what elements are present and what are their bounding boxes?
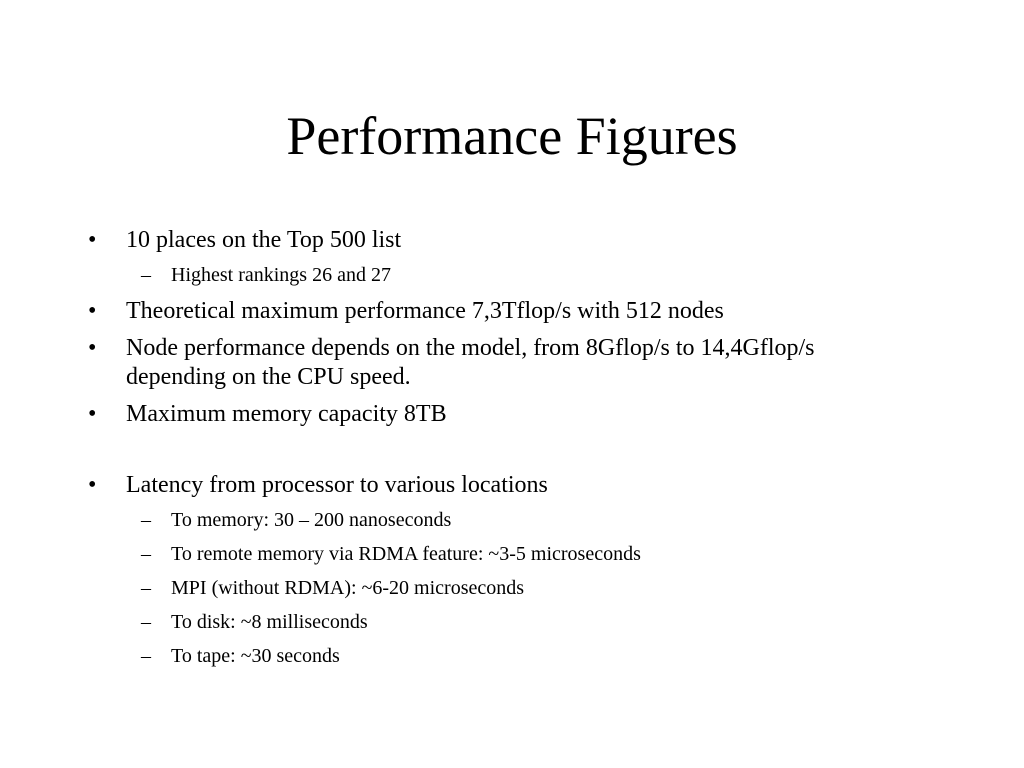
bullet-marker: • bbox=[88, 298, 97, 324]
sub-bullet-text: Highest rankings 26 and 27 bbox=[171, 264, 391, 286]
sub-bullet-item bbox=[0, 610, 1024, 635]
bullet-item bbox=[0, 471, 846, 500]
spacer bbox=[0, 437, 1024, 471]
slide-title: Performance Figures bbox=[286, 106, 738, 166]
bullet-item bbox=[0, 400, 846, 429]
sub-bullet-marker: – bbox=[141, 645, 151, 667]
bullet-item bbox=[0, 297, 846, 326]
bullet-item bbox=[0, 226, 846, 255]
sub-bullet-text: To remote memory via RDMA feature: ~3-5 microseconds bbox=[171, 543, 641, 565]
sub-bullet-item bbox=[0, 508, 1024, 533]
bullet-marker: • bbox=[88, 227, 97, 253]
bullet-item bbox=[0, 334, 846, 392]
bullet-text: Maximum memory capacity 8TB bbox=[126, 401, 447, 427]
sub-bullet-marker: – bbox=[141, 509, 151, 531]
bullet-text: Latency from processor to various locations bbox=[126, 472, 548, 498]
sub-bullet-marker: – bbox=[141, 264, 151, 286]
sub-bullet-text: To disk: ~8 milliseconds bbox=[171, 611, 368, 633]
bullet-marker: • bbox=[88, 335, 97, 361]
sub-bullet-item bbox=[0, 644, 1024, 669]
bullet-marker: • bbox=[88, 472, 97, 498]
bullet-text: Node performance depends on the model, from 8Gflop/s to 14,4Gflop/s depending on the CPU speed. bbox=[126, 335, 815, 390]
sub-bullet-text: To tape: ~30 seconds bbox=[171, 645, 340, 667]
sub-bullet-text: To memory: 30 – 200 nanoseconds bbox=[171, 509, 452, 531]
bullet-marker: • bbox=[88, 401, 97, 427]
bullet-text: 10 places on the Top 500 list bbox=[126, 227, 402, 253]
sub-bullet-item bbox=[0, 263, 1024, 288]
sub-bullet-item bbox=[0, 576, 1024, 601]
bullet-list bbox=[0, 226, 1024, 678]
sub-bullet-marker: – bbox=[141, 577, 151, 599]
sub-bullet-marker: – bbox=[141, 611, 151, 633]
bullet-text: Theoretical maximum performance 7,3Tflop/s with 512 nodes bbox=[126, 298, 724, 324]
sub-bullet-text: MPI (without RDMA): ~6-20 microseconds bbox=[171, 577, 525, 599]
sub-bullet-item bbox=[0, 542, 1024, 567]
sub-bullet-marker: – bbox=[141, 543, 151, 565]
